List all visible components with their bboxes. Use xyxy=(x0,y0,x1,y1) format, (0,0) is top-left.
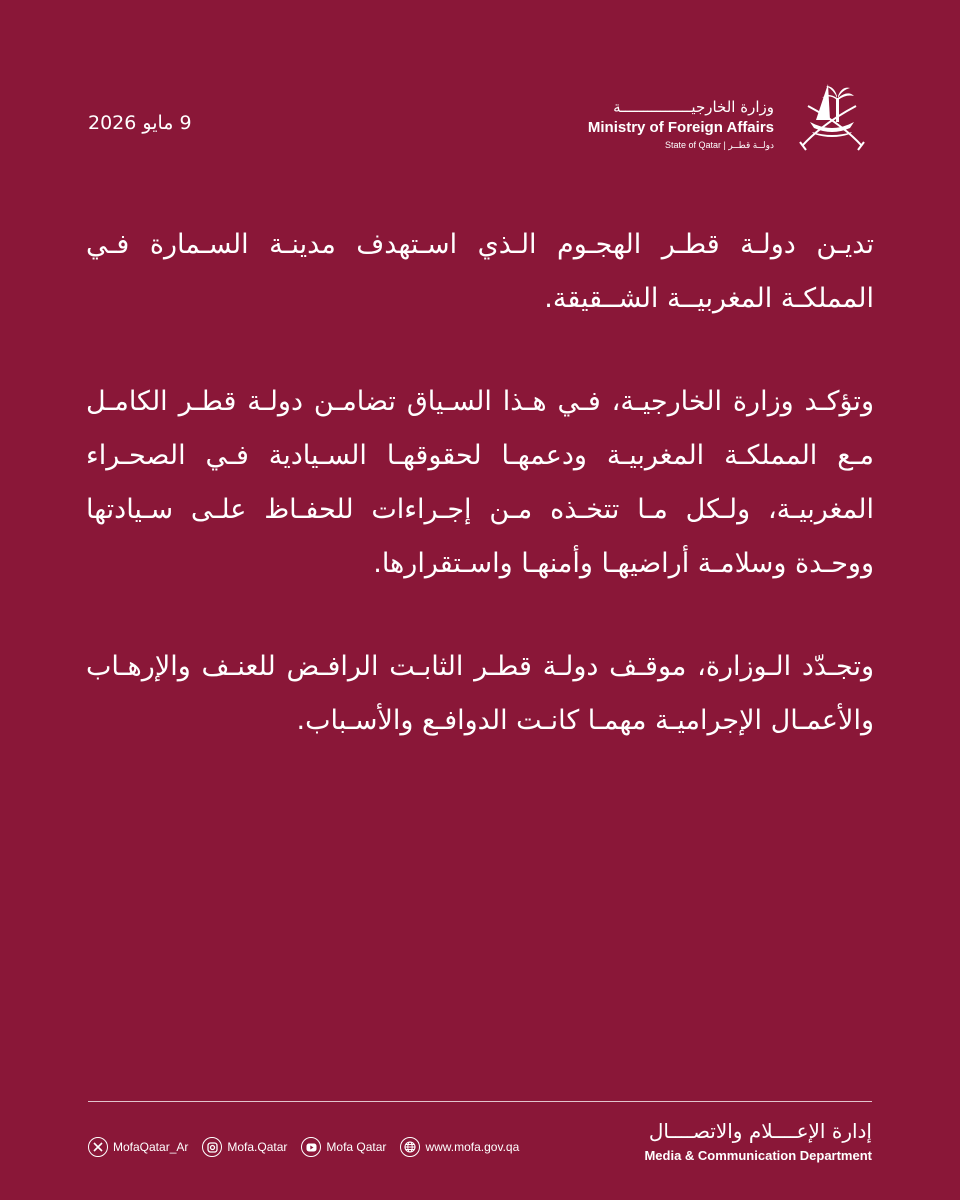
ministry-logo xyxy=(572,76,872,156)
globe-icon xyxy=(400,1137,420,1157)
statement-body xyxy=(86,218,874,797)
social-youtube-label: Mofa Qatar xyxy=(326,1140,387,1154)
social-x-label: MofaQatar_Ar xyxy=(113,1140,189,1154)
department-label xyxy=(644,1118,872,1164)
logo-name-ar: وزارة الخارجيــــــــــــــــة xyxy=(613,98,774,116)
social-youtube[interactable] xyxy=(301,1137,386,1157)
social-instagram-label: Mofa.Qatar xyxy=(227,1140,288,1154)
department-name-en: Media & Communication Department xyxy=(644,1148,872,1163)
paragraph-2: وتؤكـد وزارة الخارجيـة، فـي هـذا السـياق تضامـن دولـة قطـر الكامـل مـع المملكـة المغربيـة ودعمهـا لحقوقهـا السـيادية فـي الصحـراء المغربيـة، ولـكل مـا تتخـذه مـن إجـراءات للحفـاظ علـى سـيادتها ووحـدة وسلامـة أراضيهـا وأمنهـا واسـتقرارها. xyxy=(86,386,874,579)
qatar-emblem-icon xyxy=(792,76,872,156)
department-name-ar: إدارة الإعــــلام والاتصــــال xyxy=(648,1119,872,1143)
social-links xyxy=(88,1137,519,1157)
instagram-icon xyxy=(202,1137,222,1157)
social-website-label: www.mofa.gov.qa xyxy=(425,1140,520,1154)
paragraph-1: تديـن دولـة قطـر الهجـوم الـذي اسـتهدف مدينـة السـمارة فـي المملكـة المغربيــة الشــقيقة. xyxy=(86,229,874,314)
social-x[interactable] xyxy=(88,1137,188,1157)
youtube-icon xyxy=(301,1137,321,1157)
social-instagram[interactable] xyxy=(202,1137,287,1157)
logo-subtitle: State of Qatar | دولــة قطــر xyxy=(665,140,774,150)
date-label: 9 مايو 2026 xyxy=(88,112,192,134)
x-icon xyxy=(88,1137,108,1157)
footer-divider xyxy=(88,1101,872,1102)
social-website[interactable] xyxy=(400,1137,519,1157)
paragraph-3: وتجـدّد الـوزارة، موقـف دولـة قطـر الثابـت الرافـض للعنـف والإرهـاب والأعمـال الإجراميـة مهمـا كانـت الدوافـع والأسـباب. xyxy=(86,651,874,736)
logo-name-en: Ministry of Foreign Affairs xyxy=(587,119,774,136)
logo-text xyxy=(554,98,774,151)
